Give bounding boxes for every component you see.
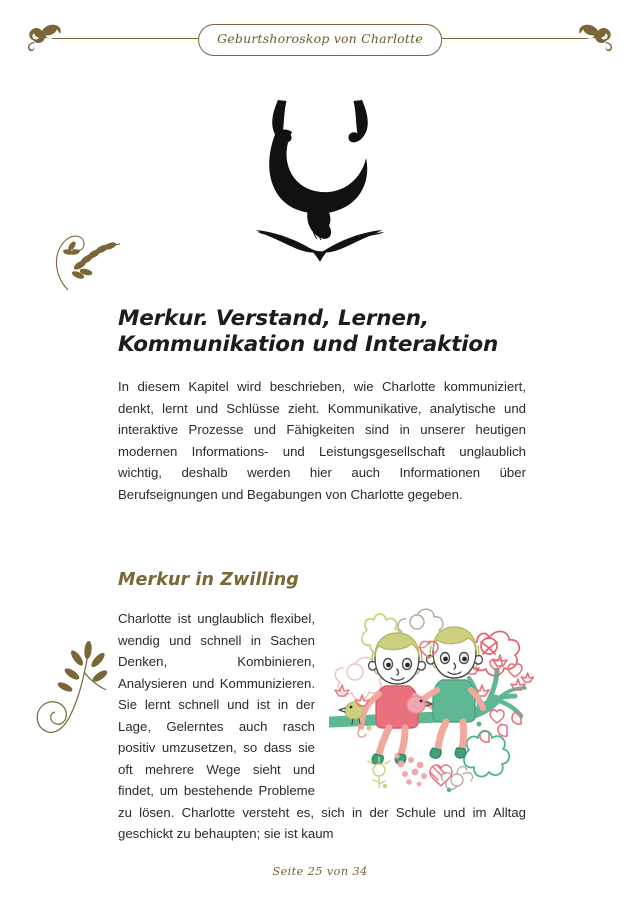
page-number: Seite 25 von 34	[272, 864, 368, 878]
page-header	[0, 0, 640, 74]
page-footer	[0, 862, 640, 880]
section-paragraph: Charlotte ist unglaublich flexibel, wendig und schnell in Sachen Denken, Kombinieren, Analysieren und Kommunizieren. Sie lernt schnell und ist in der Lage, Gelerntes auch rasch positiv umzusetzen, so dass sie oft mehrere Wege sieht und findet, um bestehende Probleme zu lösen. Charlotte versteht es, sich in der Schule und im Alltag geschickt zu behaupten; sie ist kaum	[118, 611, 526, 841]
chapter-content	[118, 306, 526, 845]
document-title: Geburtshoroskop von Charlotte	[217, 31, 423, 46]
spiral-sprig-ornament	[32, 632, 124, 768]
gemini-twins-illustration	[329, 604, 534, 794]
mercury-astrology-glyph	[240, 92, 400, 267]
page-title: Merkur. Verstand, Lernen, Kommunikation und Interaktion	[118, 306, 499, 357]
leaf-flourish-ornament	[570, 18, 618, 60]
intro-paragraph: In diesem Kapitel wird beschrieben, wie Charlotte kommuniziert, denkt, lernt und Schlüsse zieht. Kommunikative, analytische und interaktive Prozesse und Fähigkeiten sind in unserer heutigen modernen Informations- und Leistungsgesellschaft unglaublich wichtig, deshalb werden hier auch Informationen über Berufseignungen und Begabungen von Charlotte gegeben.	[118, 379, 526, 502]
section-body	[118, 608, 526, 845]
section-title: Merkur in Zwilling	[118, 570, 299, 590]
document-title-badge	[198, 24, 442, 56]
leaf-flourish-ornament	[22, 18, 70, 60]
vine-leaf-ornament	[38, 218, 124, 302]
